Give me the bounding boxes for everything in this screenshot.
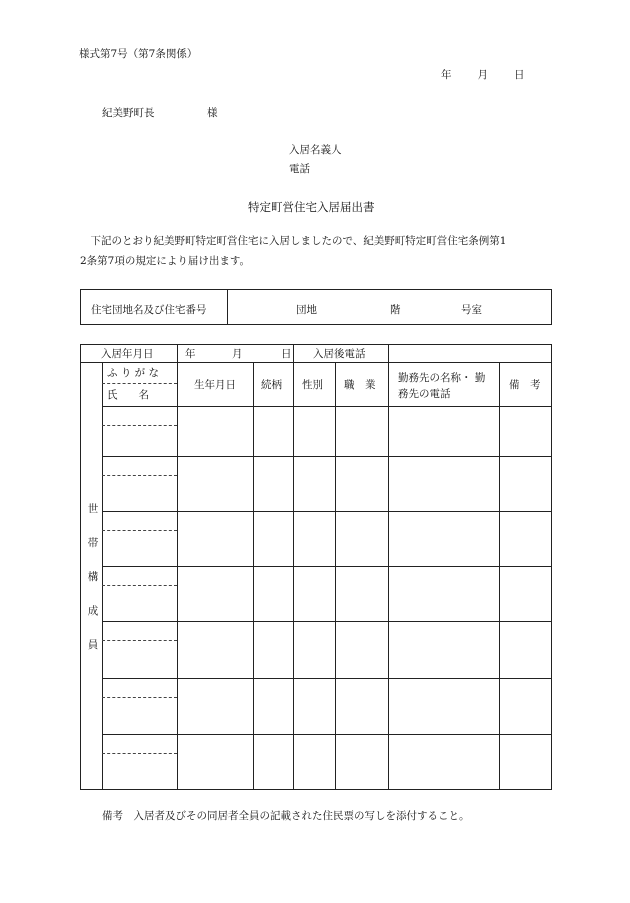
addressee-name: 紀美野町長 <box>102 107 155 119</box>
footnote-text: 入居者及びその同居者全員の記載された住民票の写しを添付すること。 <box>133 810 470 822</box>
col-divider <box>499 362 500 789</box>
col-workplace-line1: 勤務先の名称・ 勤 <box>398 372 486 384</box>
move-in-year: 年 <box>185 348 196 360</box>
date-year-label: 年 <box>441 69 452 81</box>
col-divider <box>253 362 254 789</box>
col-occupation: 職 業 <box>344 379 376 391</box>
footnote <box>102 811 470 822</box>
row-divider <box>102 566 551 567</box>
col-divider <box>102 362 103 789</box>
household-table <box>80 344 552 790</box>
col-birth: 生年月日 <box>194 379 236 391</box>
furigana-separator <box>102 697 177 698</box>
phone-after-label: 入居後電話 <box>313 348 366 360</box>
col-workplace-line2: 務先の電話 <box>398 388 451 400</box>
col-name: 氏 名 <box>107 389 149 401</box>
row-divider <box>102 678 551 679</box>
housing-label: 住宅団地名及び住宅番号 <box>91 304 207 316</box>
addressee-honorific: 様 <box>207 107 218 119</box>
col-gender: 性別 <box>302 379 323 391</box>
move-in-month: 月 <box>232 348 243 360</box>
housing-unit-danchi: 団地 <box>296 304 317 316</box>
housing-table-divider <box>227 290 228 324</box>
housing-unit-goshitsu: 号室 <box>461 304 482 316</box>
group-char: 員 <box>87 639 99 651</box>
row-divider <box>102 406 551 407</box>
furigana-separator <box>102 753 177 754</box>
furigana-separator <box>102 425 177 426</box>
document-title: 特定町営住宅入居届出書 <box>248 200 375 214</box>
row-divider <box>102 456 551 457</box>
move-in-date-label: 入居年月日 <box>101 348 154 360</box>
applicant-phone-label: 電話 <box>289 163 310 175</box>
group-char: 構 <box>87 571 99 583</box>
applicant-name-label: 入居名義人 <box>289 144 342 156</box>
footnote-label: 備考 <box>102 810 123 822</box>
form-number: 様式第7号（第7条関係） <box>79 48 198 60</box>
date-month-label: 月 <box>477 69 488 81</box>
date-line <box>441 70 525 81</box>
row-divider <box>102 734 551 735</box>
group-char: 帯 <box>87 537 99 549</box>
group-char: 成 <box>87 605 99 617</box>
body-text-line1: 下記のとおり紀美野町特定町営住宅に入居しましたので、紀美野町特定町営住宅条例第1 <box>80 235 507 247</box>
move-in-day: 日 <box>281 348 292 360</box>
group-char: 世 <box>87 503 99 515</box>
furigana-separator <box>102 530 177 531</box>
furigana-separator <box>102 475 177 476</box>
col-divider <box>388 345 389 789</box>
row-divider <box>81 362 551 363</box>
col-divider <box>177 345 178 789</box>
col-divider <box>293 345 294 789</box>
furigana-separator <box>102 383 177 384</box>
col-divider <box>335 362 336 789</box>
row-divider <box>102 511 551 512</box>
col-furigana: ふ り が な <box>107 367 160 379</box>
housing-table <box>80 289 552 325</box>
date-day-label: 日 <box>514 69 525 81</box>
furigana-separator <box>102 640 177 641</box>
furigana-separator <box>102 585 177 586</box>
housing-unit-kai: 階 <box>390 304 401 316</box>
body-text-line2: 2条第7項の規定により届け出ます。 <box>80 255 251 267</box>
col-remarks: 備 考 <box>509 379 541 391</box>
row-divider <box>102 621 551 622</box>
col-relation: 続柄 <box>261 379 282 391</box>
